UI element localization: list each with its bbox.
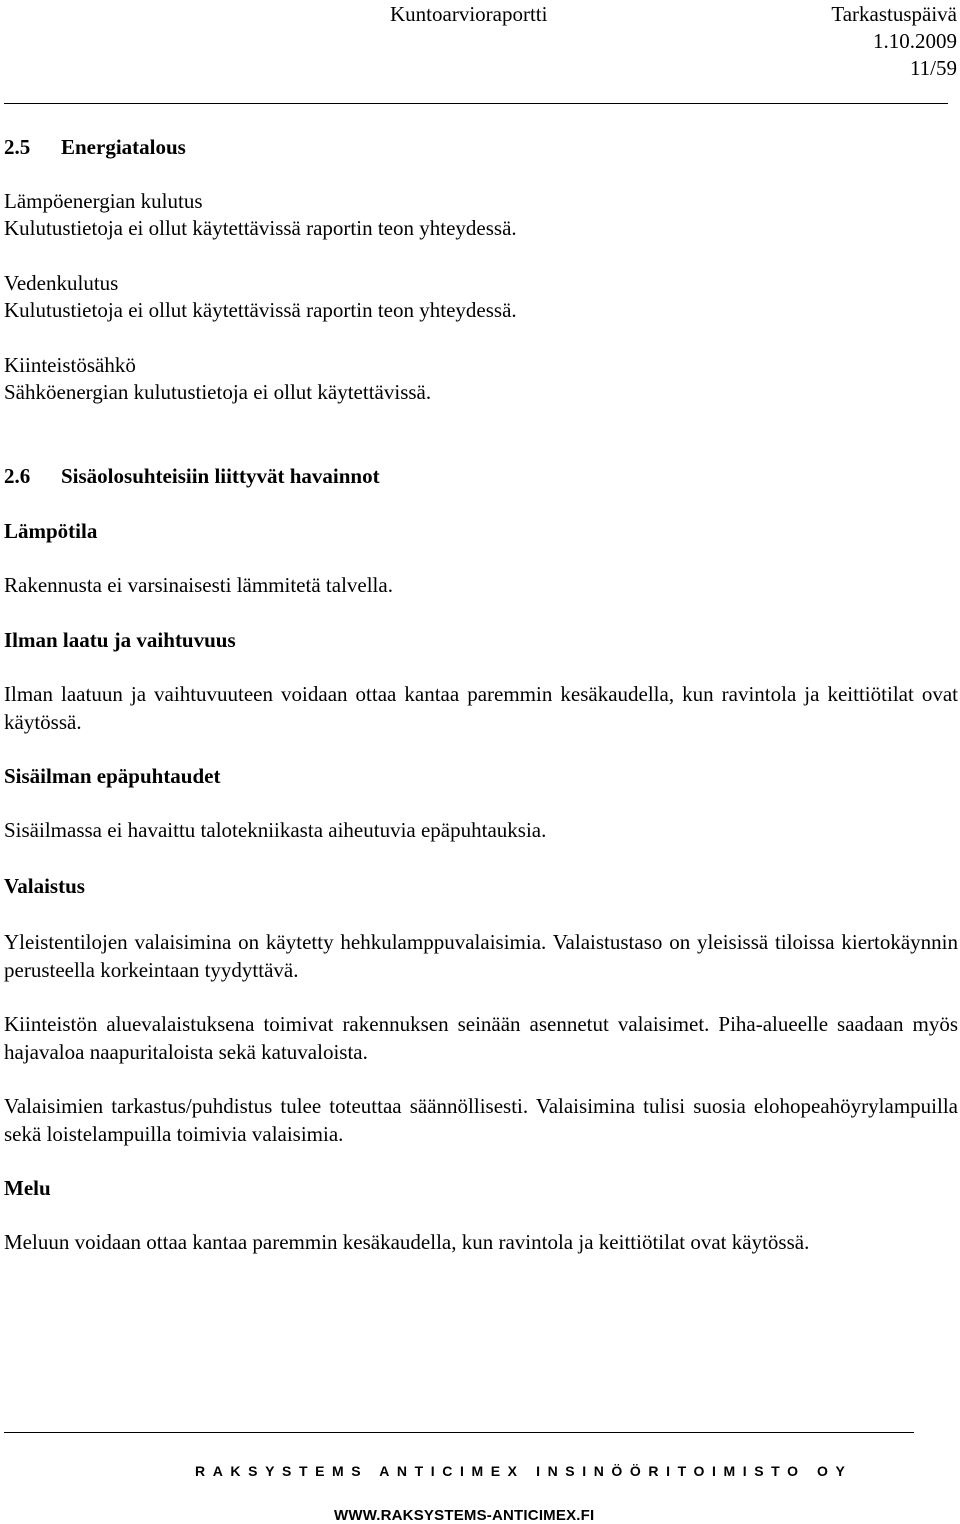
lighting-paragraph-2: Kiinteistön aluevalaistuksena toimivat rakennuksen seinään asennetut valaisimet. Piha-alueelle saadaan myös hajavaloa naapuritaloista sekä katuvaloista. <box>4 1012 958 1064</box>
footer-website: WWW.RAKSYSTEMS-ANTICIMEX.FI <box>334 1507 595 1524</box>
property-electricity-text: Sähköenergian kulutustietoja ei ollut käytettävissä. <box>4 380 432 404</box>
footer-company-name: RAKSYSTEMS ANTICIMEX INSINÖÖRITOIMISTO OY <box>195 1463 853 1479</box>
section-2-5-number: 2.5 <box>4 135 31 159</box>
report-title: Kuntoarvioraportti <box>390 2 548 26</box>
footer-divider <box>4 1432 914 1433</box>
section-2-6-title: Sisäolosuhteisiin liittyvät havainnot <box>61 464 380 488</box>
section-2-5-title: Energiatalous <box>61 135 186 159</box>
lighting-paragraph-1: Yleistentilojen valaisimina on käytetty hehkulamppuvalaisimia. Valaistustaso on yleisissä tiloissa kiertokäynnin perusteella korkeintaan tyydyttävä. <box>4 930 958 982</box>
page-number: 11/59 <box>909 56 957 80</box>
noise-heading: Melu <box>4 1176 51 1200</box>
noise-text: Meluun voidaan ottaa kantaa paremmin kesäkaudella, kun ravintola ja keittiötilat ovat käytössä. <box>4 1230 810 1254</box>
air-quality-heading: Ilman laatu ja vaihtuvuus <box>4 628 236 652</box>
lighting-heading: Valaistus <box>4 874 85 898</box>
temperature-heading: Lämpötila <box>4 519 98 543</box>
lighting-paragraph-3: Valaisimien tarkastus/puhdistus tulee toteuttaa säännöllisesti. Valaisimina tulisi suosia elohopeahöyrylampuilla sekä loistelampuilla toimivia valaisimia. <box>4 1094 958 1146</box>
property-electricity-label: Kiinteistösähkö <box>4 353 136 377</box>
air-quality-text: Ilman laatuun ja vaihtuvuuteen voidaan ottaa kantaa paremmin kesäkaudella, kun ravintola ja keittiötilat ovat käytössä. <box>4 682 958 734</box>
inspection-date: 1.10.2009 <box>873 29 957 53</box>
heat-energy-label: Lämpöenergian kulutus <box>4 189 203 213</box>
section-2-6-number: 2.6 <box>4 464 31 488</box>
temperature-text: Rakennusta ei varsinaisesti lämmitetä talvella. <box>4 573 393 597</box>
inspection-date-label: Tarkastuspäivä <box>831 2 957 26</box>
water-consumption-text: Kulutustietoja ei ollut käytettävissä raportin teon yhteydessä. <box>4 298 517 322</box>
heat-energy-text: Kulutustietoja ei ollut käytettävissä raportin teon yhteydessä. <box>4 216 517 240</box>
water-consumption-label: Vedenkulutus <box>4 271 119 295</box>
impurities-heading: Sisäilman epäpuhtaudet <box>4 764 221 788</box>
header-divider <box>4 103 948 104</box>
impurities-text: Sisäilmassa ei havaittu talotekniikasta aiheutuvia epäpuhtauksia. <box>4 818 547 842</box>
